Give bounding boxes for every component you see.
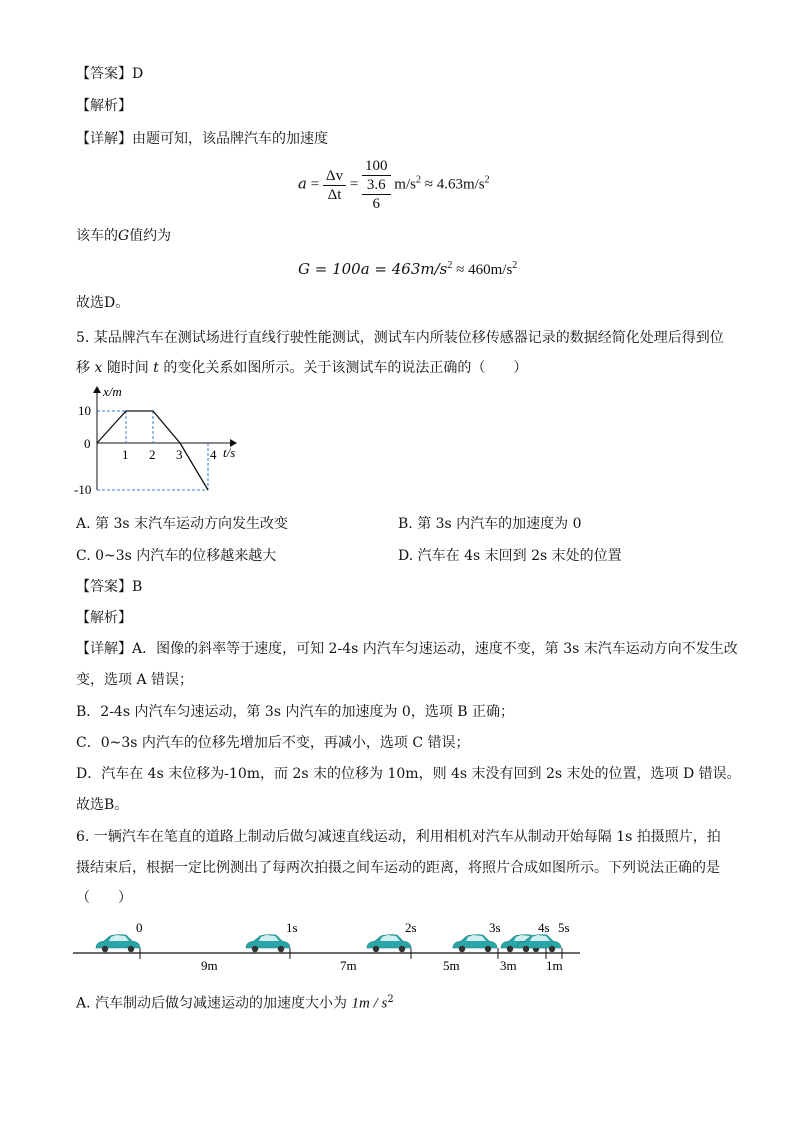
q5-detail-3: B．2-4s 内汽车匀速运动，第 3s 内汽车的加速度为 0，选项 B 正确； (76, 704, 515, 720)
time-label-2s: 2s (405, 920, 417, 935)
analysis-label: 【解析】 (76, 98, 132, 114)
q5-detail-4: C．0~3s 内汽车的位移先增加后不变，再减小，选项 C 错误； (76, 735, 470, 751)
outer-den: 6 (372, 196, 381, 212)
q5-t: t (153, 360, 159, 376)
q6-option-a-text: A. 汽车制动后做匀减速运动的加速度大小为 (76, 995, 348, 1012)
time-label-5s: 5s (558, 920, 570, 935)
distance-label-1m: 1m (546, 958, 563, 973)
g-eq-main: G = 100a = 463m/s (298, 260, 448, 278)
unit-sq: 2 (415, 174, 421, 186)
q5-conclusion: 故选B。 (76, 797, 129, 813)
value-fraction (362, 157, 391, 213)
origin-label: 0 (84, 436, 91, 451)
x-tick-2: 2 (149, 447, 156, 462)
position-time-graph (70, 383, 250, 501)
q6-option-a (76, 990, 394, 1014)
unit: m/s (394, 176, 416, 193)
car-1s (246, 935, 290, 953)
g-eq-approx: ≈ 460m/s (456, 262, 513, 278)
g-text-b: 值约为 (129, 228, 172, 244)
q6-line2: 摄结束后，根据一定比例测出了每两次拍摄之间车运动的距离，将照片合成如图所示。下列说法正确的是 (76, 860, 720, 876)
q5-answer-label: 【答案】B (76, 579, 143, 595)
x-tick-4: 4 (210, 447, 217, 462)
q6-option-a-sq: 2 (387, 994, 394, 1005)
time-label-0: 0 (136, 920, 143, 935)
x-tick-1: 1 (122, 447, 129, 462)
dv-dt-fraction (323, 167, 346, 204)
q5-option-c: C. 0~3s 内汽车的位移越来越大 (76, 548, 277, 564)
value-fraction-top (362, 157, 391, 195)
inner-fraction (362, 157, 391, 194)
time-label-3s: 3s (489, 920, 501, 935)
g-text-a: 该车的 (76, 228, 118, 244)
dv: Δv (323, 167, 346, 186)
x-tick-3: 3 (176, 447, 183, 462)
distance-label-5m: 5m (443, 958, 460, 973)
q5-option-a: A. 第 3s 末汽车运动方向发生改变 (76, 516, 289, 532)
y-tick-neg10: -10 (74, 482, 92, 497)
q5-analysis-label: 【解析】 (76, 610, 132, 626)
car-3s (453, 935, 497, 953)
car-0 (96, 935, 140, 953)
g-equation (298, 260, 517, 279)
car-2s (367, 935, 411, 953)
q5-line1: 5. 某品牌汽车在测试场进行直线行驶性能测试，测试车内所装位移传感器记录的数据经简化处理后得到位 (76, 330, 724, 346)
g-eq-sq: 2 (447, 260, 453, 271)
answer-label: 【答案】D (76, 66, 144, 82)
eq-lhs: a (298, 174, 307, 193)
q5-l2c: 的变化关系如图所示。关于该测试车的说法正确的（ ） (163, 360, 528, 376)
q5-line2 (76, 358, 527, 378)
distance-label-7m: 7m (340, 958, 357, 973)
g-symbol: G (118, 228, 130, 244)
q5-l2b: 随时间 (106, 360, 149, 376)
eq-equals-2: = (349, 176, 359, 193)
conclusion-4: 故选D。 (76, 295, 130, 311)
distance-label-3m: 3m (500, 958, 517, 973)
q5-detail-5: D．汽车在 4s 末位移为-10m，而 2s 末的位移为 10m，则 4s 末没有回到 2s 末处的位置，选项 D 错误。 (76, 766, 741, 782)
approx-sq: 2 (484, 174, 490, 186)
acceleration-equation (298, 157, 490, 213)
q5-detail-2: 变，选项 A 错误； (76, 672, 194, 688)
q6-line3: （ ） (76, 890, 132, 906)
time-label-1s: 1s (286, 920, 298, 935)
y-axis-label: x/m (103, 384, 122, 399)
dt: Δt (327, 186, 342, 203)
g-eq-sq2: 2 (512, 260, 518, 271)
approx-value: ≈ 4.63m/s (424, 176, 485, 193)
q5-l2a: 移 (76, 360, 90, 376)
q6-line1: 6. 一辆汽车在笔直的道路上制动后做匀减速直线运动，利用相机对汽车从制动开始每隔 1s 拍摄照片，拍 (76, 829, 721, 845)
inner-den: 3.6 (366, 177, 386, 193)
y-tick-10: 10 (78, 403, 91, 418)
q5-option-d: D. 汽车在 4s 末回到 2s 末处的位置 (398, 548, 622, 564)
eq-equals: = (310, 176, 320, 193)
g-value-text (76, 226, 171, 246)
q5-option-b: B. 第 3s 内汽车的加速度为 0 (398, 516, 582, 532)
distance-label-9m: 9m (201, 958, 218, 973)
time-label-4s: 4s (538, 920, 550, 935)
q5-x: x (94, 360, 103, 376)
inner-num: 100 (362, 157, 391, 176)
q5-detail-1: 【详解】A．图像的斜率等于速度，可知 2-4s 内汽车匀速运动，速度不变，第 3s 末汽车运动方向不发生改 (76, 641, 738, 657)
q6-option-a-unit: 1m / s (351, 995, 388, 1012)
detail-text: 【详解】由题可知，该品牌汽车的加速度 (76, 131, 328, 147)
car-motion-figure (70, 915, 590, 973)
x-axis-label: t/s (223, 445, 236, 460)
